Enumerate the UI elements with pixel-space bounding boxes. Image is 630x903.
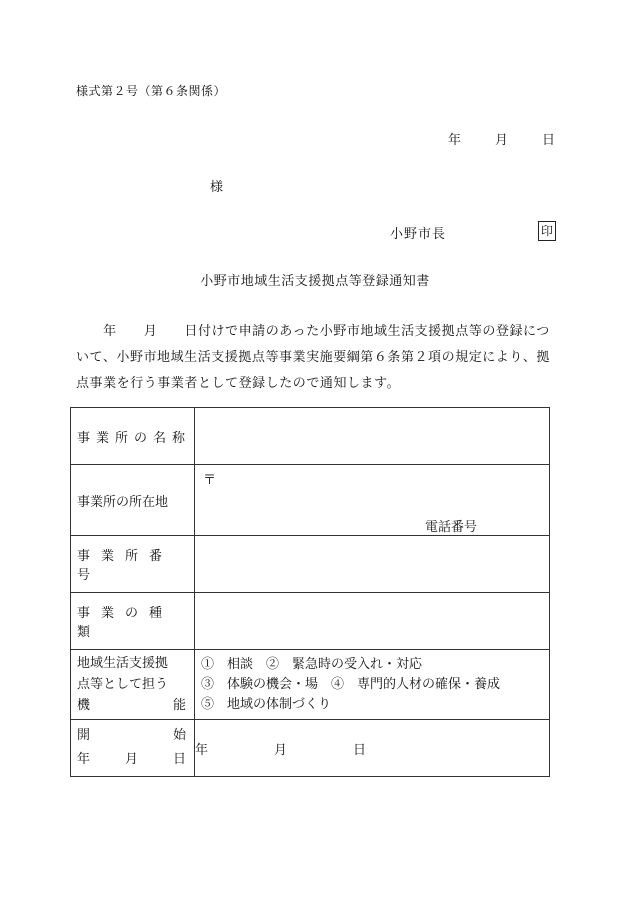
function-item-2: ③ 体験の機会・場 ④ 専門的人材の確保・養成	[201, 676, 501, 692]
table-row-functions	[71, 650, 550, 720]
issue-date	[448, 129, 555, 148]
business-type-value	[195, 593, 550, 650]
office-number-value	[195, 536, 550, 593]
function-item-1: ① 相談 ② 緊急時の受入れ・対応	[201, 656, 423, 672]
start-date-month: 月	[274, 742, 288, 758]
office-address-value	[195, 465, 550, 536]
function-label	[71, 650, 195, 720]
table-row-office-address	[71, 465, 550, 536]
issue-date-month: 月	[495, 133, 509, 148]
start-date-label	[71, 720, 195, 777]
start-date-year: 年	[195, 742, 209, 758]
function-item-3: ⑤ 地域の体制づくり	[201, 696, 332, 712]
office-name-value	[195, 408, 550, 465]
start-label-year: 年	[77, 752, 91, 767]
issuer-name: 小野市長	[390, 227, 447, 242]
table-row-business-type	[71, 593, 550, 650]
notice-body: 年 月 日付けで申請のあった小野市地域生活支援拠点等の登録について、小野市地域生活支援拠点等事業実施要綱第６条第２項の規定により、拠点事業を行う事業者として登録したので通知します。	[76, 324, 550, 391]
start-label-char-b: 始	[172, 728, 186, 743]
function-list	[195, 650, 550, 720]
function-label-char-b: 能	[172, 698, 186, 713]
start-label-month: 月	[124, 752, 138, 767]
office-name-label: 事業所の名称	[71, 408, 195, 465]
form-number: 様式第２号（第６条関係）	[76, 84, 227, 98]
start-label-char-a: 開	[77, 728, 91, 743]
issue-date-year: 年	[448, 133, 462, 148]
table-row-start-date	[71, 720, 550, 777]
function-label-line3	[77, 695, 194, 716]
function-label-char-a: 機	[77, 698, 91, 713]
phone-label: 電話番号	[425, 520, 478, 535]
business-type-label: 事業の種類	[71, 593, 195, 650]
start-label-line2	[77, 748, 194, 772]
issue-date-day: 日	[542, 133, 556, 148]
function-label-line1: 地域生活支援拠	[77, 656, 169, 671]
start-date-value	[195, 720, 550, 777]
office-number-label: 事業所番号	[71, 536, 195, 593]
function-label-line2: 点等として担う	[77, 677, 169, 692]
addressee-suffix: 様	[210, 180, 224, 195]
start-date-day: 日	[353, 742, 367, 758]
start-label-line1	[77, 724, 194, 748]
registration-table	[70, 407, 550, 777]
postal-mark: 〒	[203, 473, 217, 488]
table-row-office-number	[71, 536, 550, 593]
seal-mark: 印	[538, 221, 556, 241]
start-label-day: 日	[172, 752, 186, 767]
document-title: 小野市地域生活支援拠点等登録通知書	[200, 274, 430, 289]
table-row-office-name	[71, 408, 550, 465]
office-address-label: 事業所の所在地	[71, 465, 195, 536]
